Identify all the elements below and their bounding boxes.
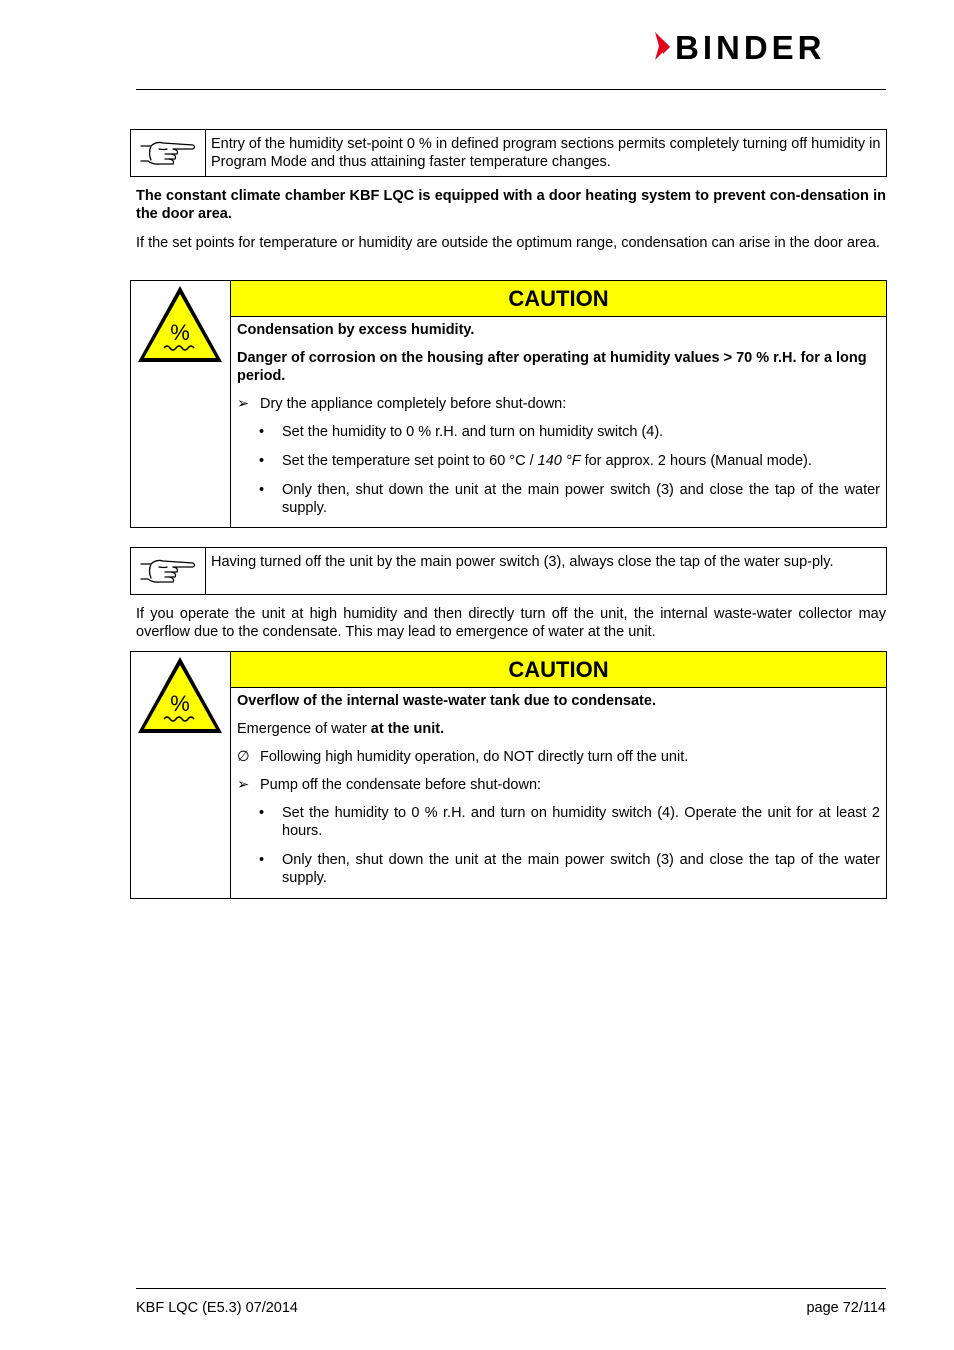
prohibition-item: ∅ Following high humidity operation, do NOT directly turn off the unit.	[237, 749, 689, 765]
bullet-icon: •	[259, 482, 265, 498]
bullet-item: • Only then, shut down the unit at the main power switch (3) and close the tap of the water supply.	[259, 852, 880, 886]
logo-text: BINDER	[675, 30, 826, 64]
bullet-item: • Set the temperature set point to 60 °C / 140 °F for approx. 2 hours (Manual mode).	[259, 453, 812, 469]
caution-box	[130, 651, 887, 899]
caution-heading: CAUTION	[231, 281, 886, 317]
humidity-warning-icon	[136, 284, 224, 364]
pointing-hand-icon	[131, 548, 206, 594]
bullet-icon: •	[259, 424, 265, 440]
instruction-arrow-item: ➢ Dry the appliance completely before shut-down:	[237, 396, 567, 412]
footer-rule	[136, 1288, 886, 1289]
bullet-item: • Only then, shut down the unit at the main power switch (3) and close the tap of the water supply.	[259, 482, 880, 516]
caution-heading: CAUTION	[231, 652, 886, 688]
bullet-icon: •	[259, 805, 265, 821]
door-heating-paragraph: The constant climate chamber KBF LQC is equipped with a door heating system to prevent con-densation in the door area.	[136, 188, 886, 222]
caution-line: Danger of corrosion on the housing after operating at humidity values > 70 % r.H. for a long period.	[237, 350, 867, 384]
bullet-icon: •	[259, 852, 265, 868]
arrow-icon: ➢	[237, 777, 250, 793]
arrow-icon: ➢	[237, 396, 250, 412]
document-id: KBF LQC (E5.3) 07/2014	[136, 1300, 298, 1316]
caution-line: Overflow of the internal waste-water tank due to condensate.	[237, 693, 656, 709]
caution-line: Emergence of water at the unit.	[237, 721, 445, 737]
note-text: Having turned off the unit by the main power switch (3), always close the tap of the water sup-ply.	[211, 554, 834, 570]
prohibition-icon: ∅	[237, 749, 250, 765]
overflow-paragraph: If you operate the unit at high humidity and then directly turn off the unit, the internal waste-water collector may overflow due to the condensate. This may lead to emergence of water at the unit.	[136, 606, 886, 640]
svg-text:%: %	[170, 691, 190, 716]
header-rule	[136, 89, 886, 90]
humidity-warning-icon	[136, 655, 224, 735]
note-text: Entry of the humidity set-point 0 % in defined program sections permits completely turning off humidity in Program Mode and thus attaining faster temperature changes.	[211, 136, 881, 170]
page-number: page 72/114	[806, 1300, 886, 1316]
note-box	[130, 547, 887, 595]
bullet-icon: •	[259, 453, 265, 469]
binder-logo	[655, 30, 887, 64]
pointing-hand-icon	[131, 130, 206, 176]
note-box	[130, 129, 887, 177]
bullet-item: • Set the humidity to 0 % r.H. and turn on humidity switch (4).	[259, 424, 664, 440]
condensation-paragraph: If the set points for temperature or humidity are outside the optimum range, condensation can arise in the door area.	[136, 235, 880, 251]
caution-box	[130, 280, 887, 528]
instruction-arrow-item: ➢ Pump off the condensate before shut-down:	[237, 777, 542, 793]
svg-text:%: %	[170, 320, 190, 345]
bullet-item: • Set the humidity to 0 % r.H. and turn on humidity switch (4). Operate the unit for at least 2 hours.	[259, 805, 880, 839]
caution-line: Condensation by excess humidity.	[237, 322, 475, 338]
